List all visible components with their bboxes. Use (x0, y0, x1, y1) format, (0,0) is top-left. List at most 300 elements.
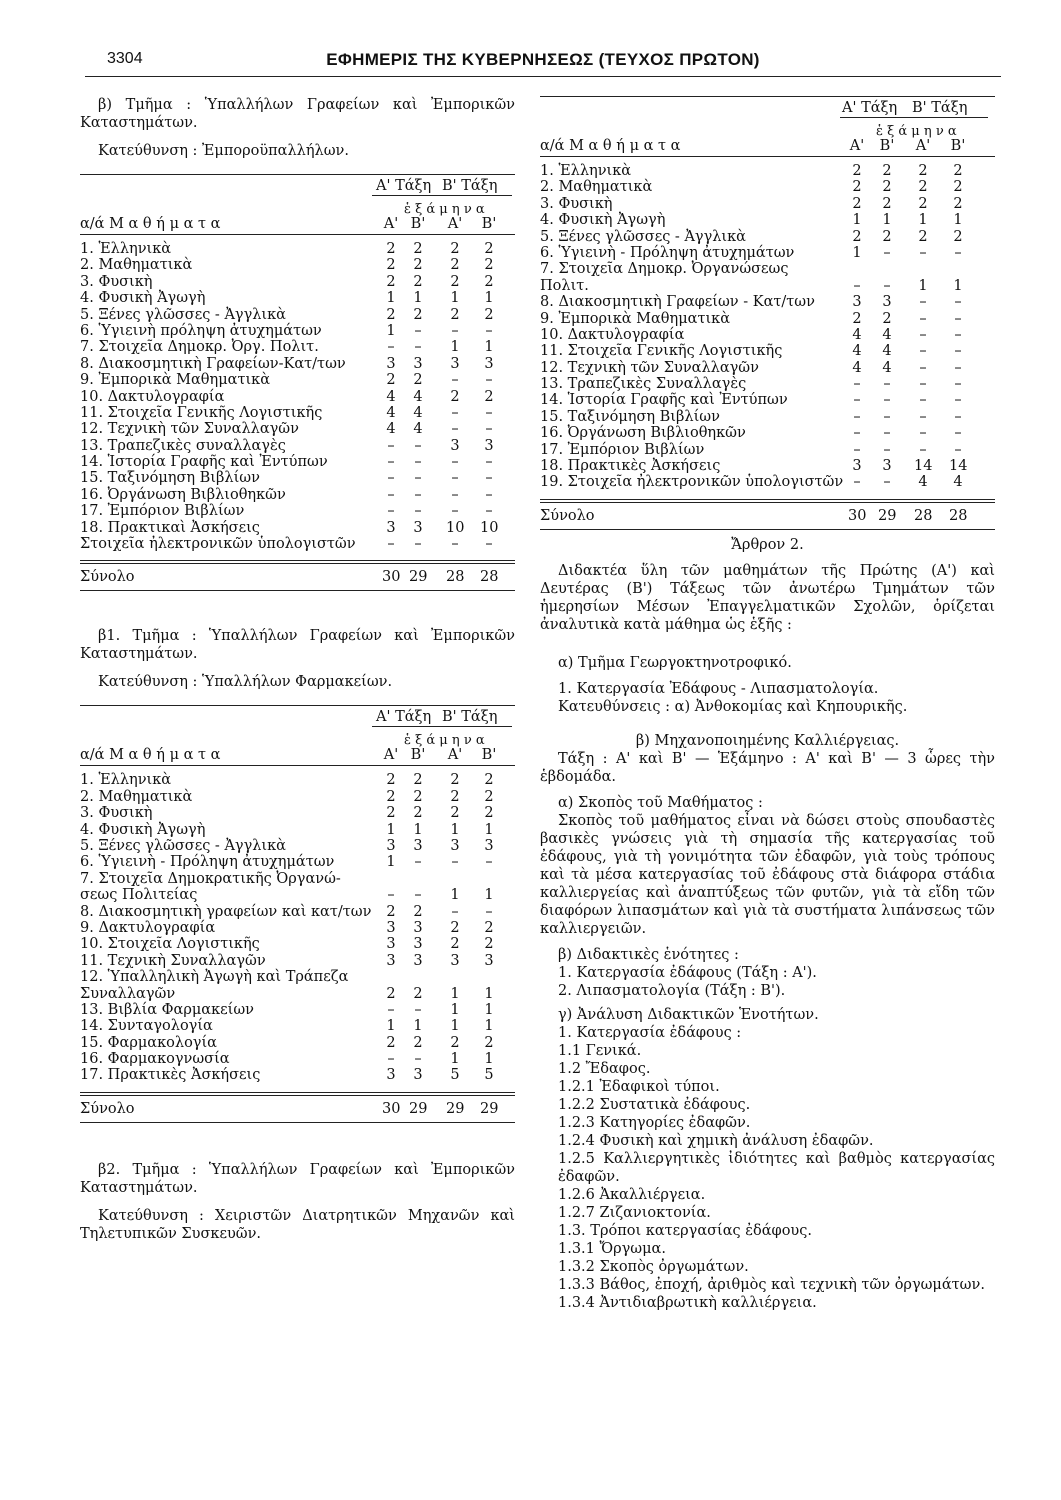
hours-cell: 3 (484, 355, 494, 372)
semester-col-header: Α' (383, 747, 399, 764)
hours-cell: – (883, 244, 891, 261)
subject-label: 18. Πρακτικὲς Ἀσκήσεις (540, 458, 721, 475)
hours-cell: 2 (413, 903, 423, 920)
hours-cell: – (853, 441, 861, 458)
total-cell: 28 (446, 569, 465, 586)
hours-cell: 1 (450, 985, 460, 1002)
table-head-classes (540, 97, 995, 117)
hours-cell: – (387, 1051, 395, 1068)
class-a-header: Α' Τάξη (842, 100, 898, 116)
subject-label: 17. Ἐμπόριον Βιβλίων (540, 441, 705, 458)
hours-cell: 3 (386, 837, 396, 854)
subject-label: 6. Ὑγιεινὴ πρόληψη ἀτυχημάτων (80, 322, 322, 339)
subject-label: 2. Μαθηματικὰ (540, 179, 653, 196)
hours-cell: 3 (450, 952, 460, 969)
hours-cell: 2 (882, 179, 892, 196)
hours-cell: 2 (413, 805, 423, 822)
hours-cell: – (387, 503, 395, 520)
outline-item: 1.2.7 Ζιζανιοκτονία. (558, 1204, 711, 1221)
table-row (80, 1051, 515, 1067)
subject-label: Στοιχεῖα ἠλεκτρονικῶν ὑπολογιστῶν (80, 536, 356, 553)
hours-cell: 3 (882, 458, 892, 475)
hours-cell: 2 (852, 163, 862, 179)
purpose-text: Σκοπὸς τοῦ μαθήματος εἶναι νὰ δώσει στοὺς σπουδαστὲς βασικὲς γνώσεις γιὰ τὴ σημασία τῆς κατεργασίας τοῦ ἐδάφους, γιὰ τὴ γονιμότητα τῶν ἐδαφῶν, γιὰ τοὺς τρόπους καὶ τὰ μέσα κατεργασίας τοῦ ἐδάφους στὰ διάφορα στάδια καλλιεργείας καὶ ἀναπτύξεως τῶν φυτῶν, γιὰ τὰ εἴδη τῶν διαφόρων λιπασμάτων καὶ γιὰ τὰ συστήματα λιπάνσεως τῶν καλλιεργειῶν. (540, 812, 995, 937)
hours-cell: 1 (484, 821, 494, 838)
hours-cell: 1 (484, 1051, 494, 1068)
hours-cell: 1 (484, 290, 494, 307)
analysis-title: γ) Ἀνάλυση Διδακτικῶν Ἑνοτήτων. (558, 1006, 819, 1023)
subject-label: 5. Ξένες γλῶσσες - Ἀγγλικὰ (80, 306, 286, 323)
subject-label: 16. Ὀργάνωση Βιβλιοθηκῶν (80, 486, 286, 503)
unit-item: 1. Κατεργασία ἐδάφους (Τάξη : Α'). (558, 964, 817, 981)
table-row (540, 163, 995, 179)
page-number: 3304 (107, 50, 143, 67)
page-header (85, 46, 1001, 77)
hours-cell: 1 (882, 212, 892, 229)
hours-cell: – (853, 392, 861, 409)
outline-item: 1.2.6 Ἀκαλλιέργεια. (558, 1186, 706, 1203)
subject-label: 13. Τραπεζικὲς Συναλλαγὲς (540, 376, 747, 393)
hours-cell: – (919, 425, 927, 442)
semester-col-header: Α' (447, 747, 463, 764)
right-column (540, 96, 995, 1312)
subject-label: 14. Ἱστορία Γραφῆς καὶ Ἐντύπων (540, 392, 788, 409)
table-row (540, 392, 995, 408)
total-cell: 28 (480, 569, 499, 586)
outline-item: 1.2.1 Ἐδαφικοὶ τύποι. (558, 1078, 720, 1095)
outline-item: 1.2.4 Φυσικὴ καὶ χημικὴ ἀνάλυση ἐδαφῶν. (558, 1132, 874, 1149)
semester-col-header: Α' (383, 216, 399, 232)
table-row (80, 1018, 515, 1034)
hours-cell: 4 (882, 343, 892, 360)
table-row (80, 487, 515, 503)
hours-cell: 2 (484, 273, 494, 290)
hours-cell: – (485, 536, 493, 553)
subsection-b-title: β) Μηχανοποιημένης Καλλιέργειας. (635, 732, 900, 749)
hours-cell: 1 (484, 1001, 494, 1018)
table-row (540, 442, 995, 458)
subject-label: 1. Ἑλληνικὰ (540, 163, 632, 179)
table-row (80, 356, 515, 372)
table-row (540, 376, 995, 392)
hours-cell: – (919, 441, 927, 458)
hours-cell: – (954, 359, 962, 376)
semester-col-header: Α' (849, 138, 865, 154)
hours-cell: – (853, 408, 861, 425)
hours-cell: 2 (386, 257, 396, 274)
table-bottom-rule (80, 1122, 515, 1123)
units-list (540, 964, 995, 1000)
hours-cell: 2 (413, 257, 423, 274)
table-head-subjects (80, 214, 515, 234)
hours-cell: 2 (386, 306, 396, 323)
hours-cell: 2 (953, 228, 963, 245)
total-cell: 30 (382, 1100, 401, 1117)
hours-cell: – (485, 372, 493, 389)
hours-cell: 1 (484, 985, 494, 1002)
table-row (540, 212, 995, 228)
hours-cell: – (451, 486, 459, 503)
semester-col-header: Β' (481, 747, 497, 764)
hours-cell: 2 (484, 936, 494, 953)
outline-item: 1.3.1 Ὄργωμα. (558, 1240, 666, 1257)
semesters-header: ἑ ξ ά μ η ν α (876, 124, 957, 139)
subject-label: 1. Ἑλληνικὰ (80, 241, 172, 257)
hours-cell: – (485, 503, 493, 520)
hours-cell: 3 (484, 952, 494, 969)
hours-cell: – (485, 470, 493, 487)
subjects-header: α/ά Μ α θ ή μ α τ α (80, 747, 221, 764)
total-cell: 28 (949, 507, 968, 524)
hours-cell: 2 (484, 388, 494, 405)
class-line: Τάξη : Α' καὶ Β' — Ἑξάμηνο : Α' καὶ Β' — 3 ὧρες τὴν ἑβδομάδα. (540, 750, 995, 785)
hours-cell: 2 (882, 163, 892, 179)
hours-cell: 4 (882, 326, 892, 343)
subject-label: 12. Τεχνικὴ τῶν Συναλλαγῶν (540, 359, 759, 376)
hours-cell: 2 (484, 788, 494, 805)
semester-col-header: Β' (410, 216, 426, 232)
hours-cell: 10 (480, 519, 499, 536)
semester-col-header: Β' (879, 138, 895, 154)
hours-cell: – (954, 343, 962, 360)
hours-cell: – (485, 421, 493, 438)
hours-cell: – (485, 854, 493, 871)
total-cell: 29 (446, 1100, 465, 1117)
hours-cell: 2 (413, 788, 423, 805)
subject-label: 12. Τεχνικὴ τῶν Συναλλαγῶν (80, 421, 299, 438)
table-head-semesters (80, 727, 515, 749)
hours-cell: 5 (450, 1067, 460, 1084)
left-column (80, 96, 515, 1243)
hours-cell: 2 (386, 241, 396, 257)
table-head-classes (80, 175, 515, 195)
hours-cell: 2 (953, 163, 963, 179)
hours-cell: 4 (413, 404, 423, 421)
hours-cell: 2 (386, 772, 396, 789)
hours-cell: – (919, 408, 927, 425)
total-label: Σύνολο (80, 569, 135, 586)
hours-cell: 3 (386, 355, 396, 372)
subject-label: σεως Πολιτείας (80, 887, 198, 904)
subject-label: 10. Στοιχεῖα Λογιστικῆς (80, 936, 260, 953)
hours-cell: 2 (882, 310, 892, 327)
hours-cell: 2 (953, 195, 963, 212)
section-a-title: α) Τμῆμα Γεωργοκτηνοτροφικό. (558, 654, 792, 671)
hours-cell: – (414, 470, 422, 487)
subject-label: 9. Ἐμπορικὰ Μαθηματικὰ (80, 372, 271, 389)
subject-label: 13. Τραπεζικὲς συναλλαγὲς (80, 437, 286, 454)
table-row (80, 822, 515, 838)
hours-cell: – (919, 343, 927, 360)
table-row (80, 838, 515, 854)
subject-label: 3. Φυσικὴ (80, 805, 153, 822)
section-b1-title: β1. Τμῆμα : Ὑπαλλήλων Γραφείων καὶ Ἐμπορικῶν Καταστημάτων. (80, 628, 515, 663)
table-row (80, 871, 515, 887)
outline-list (540, 1024, 995, 1312)
subject-label: 13. Βιβλία Φαρμακείων (80, 1001, 254, 1018)
table-row (80, 920, 515, 936)
timetable-1 (80, 174, 515, 591)
table-row (80, 1067, 515, 1083)
hours-cell: 3 (413, 1067, 423, 1084)
class-b-header: Β' Τάξη (442, 178, 498, 194)
outline-item: 1.2.2 Συστατικὰ ἐδάφους. (558, 1096, 751, 1113)
total-cell: 29 (409, 569, 428, 586)
hours-cell: 2 (450, 241, 460, 257)
class-b-header: Β' Τάξη (912, 100, 968, 116)
table-row (540, 261, 995, 277)
purpose-title: α) Σκοπὸς τοῦ Μαθήματος : (558, 794, 763, 811)
hours-cell: 3 (386, 1067, 396, 1084)
table-row (540, 179, 995, 195)
subject-label: 18. Πρακτικαὶ Ἀσκήσεις (80, 519, 260, 536)
hours-cell: 3 (386, 952, 396, 969)
hours-cell: – (883, 376, 891, 393)
subject-label: 14. Ἱστορία Γραφῆς καὶ Ἐντύπων (80, 454, 328, 471)
subject-label: 10. Δακτυλογραφία (80, 388, 225, 405)
hours-cell: – (414, 887, 422, 904)
table-row (80, 953, 515, 969)
hours-cell: 2 (918, 179, 928, 196)
table-row (80, 290, 515, 306)
subject-label: 16. Ὀργάνωση Βιβλιοθηκῶν (540, 425, 746, 442)
hours-cell: 2 (450, 388, 460, 405)
section-b1-direction: Κατεύθυνση : Ὑπαλλήλων Φαρμακείων. (98, 674, 393, 691)
hours-cell: 2 (852, 228, 862, 245)
hours-cell: 1 (953, 277, 963, 294)
subject-label: 15. Ταξινόμηση Βιβλίων (80, 470, 260, 487)
hours-cell: 2 (386, 903, 396, 920)
subject-label: 16. Φαρμακογνωσία (80, 1051, 230, 1068)
class-a-header: Α' Τάξη (376, 178, 432, 194)
outline-item: 1.3.3 Βάθος, ἐποχή, ἀριθμὸς καὶ τεχνικὴ τῶν ὀργωμάτων. (558, 1276, 985, 1293)
hours-cell: – (485, 454, 493, 471)
hours-cell: 14 (949, 458, 968, 475)
hours-cell: – (883, 392, 891, 409)
semester-col-header: Β' (481, 216, 497, 232)
table-row (80, 389, 515, 405)
unit-item: 2. Λιπασματολογία (Τάξη : Β'). (558, 982, 786, 999)
hours-cell: 2 (882, 228, 892, 245)
subject-label: 1. Ἑλληνικὰ (80, 772, 172, 789)
hours-cell: – (954, 425, 962, 442)
hours-cell: 2 (413, 1034, 423, 1051)
subject-label: 17. Πρακτικὲς Ἀσκήσεις (80, 1067, 261, 1084)
semester-col-header: Α' (915, 138, 931, 154)
table-row (80, 1035, 515, 1051)
units-title: β) Διδακτικὲς ἑνότητες : (558, 946, 739, 963)
hours-cell: – (451, 470, 459, 487)
total-label: Σύνολο (80, 1100, 135, 1117)
hours-cell: 4 (413, 388, 423, 405)
hours-cell: 3 (484, 437, 494, 454)
section-beta-direction: Κατεύθυνση : Ἐμποροϋπαλλήλων. (98, 143, 349, 159)
hours-cell: 2 (413, 772, 423, 789)
hours-cell: 3 (386, 519, 396, 536)
hours-cell: 2 (484, 241, 494, 257)
hours-cell: 2 (918, 195, 928, 212)
hours-cell: 1 (386, 322, 396, 339)
hours-cell: – (853, 376, 861, 393)
hours-cell: 1 (852, 244, 862, 261)
hours-cell: 4 (852, 326, 862, 343)
table-row (540, 311, 995, 327)
total-cell: 30 (848, 507, 867, 524)
table-row (80, 772, 515, 788)
table-row (80, 536, 515, 552)
table-row (540, 294, 995, 310)
hours-cell: – (919, 310, 927, 327)
hours-cell: – (883, 425, 891, 442)
hours-cell: – (414, 322, 422, 339)
hours-cell: – (414, 1051, 422, 1068)
hours-cell: 2 (484, 257, 494, 274)
hours-cell: 1 (953, 212, 963, 229)
semesters-header: ἑ ξ ά μ η ν α (404, 733, 485, 749)
outline-item: 1.3.2 Σκοπὸς ὀργωμάτων. (558, 1258, 749, 1275)
table-row (540, 474, 995, 490)
subject-label: 9. Δακτυλογραφία (80, 919, 216, 936)
hours-cell: 2 (386, 805, 396, 822)
hours-cell: 1 (450, 290, 460, 307)
hours-cell: 2 (852, 179, 862, 196)
total-row (80, 1096, 515, 1122)
table-row (540, 360, 995, 376)
table-row (80, 936, 515, 952)
subject-label: 2. Μαθηματικὰ (80, 257, 193, 274)
hours-cell: 2 (450, 306, 460, 323)
table-row (540, 196, 995, 212)
hours-cell: 2 (413, 372, 423, 389)
hours-cell: 3 (413, 952, 423, 969)
hours-cell: 3 (450, 437, 460, 454)
outline-item: 1.2 Ἔδαφος. (558, 1060, 651, 1077)
hours-cell: 2 (450, 772, 460, 789)
hours-cell: 2 (450, 919, 460, 936)
subjects-header: α/ά Μ α θ ή μ α τ α (540, 138, 681, 154)
hours-cell: 2 (882, 195, 892, 212)
table-row (80, 307, 515, 323)
subject-label: 7. Στοιχεῖα Δημοκρ. Ὀργανώσεως (540, 261, 789, 278)
subject-label: 19. Στοιχεῖα ἠλεκτρονικῶν ὑπολογιστῶν (540, 474, 844, 491)
total-cell: 29 (878, 507, 897, 524)
hours-cell: – (919, 376, 927, 393)
hours-cell: – (414, 536, 422, 553)
hours-cell: 10 (446, 519, 465, 536)
semester-col-header: Β' (950, 138, 966, 154)
gazette-title: ΕΦΗΜΕΡΙΣ ΤΗΣ ΚΥΒΕΡΝΗΣΕΩΣ (ΤΕΥΧΟΣ ΠΡΩΤΟΝ) (326, 50, 760, 69)
table-row (540, 229, 995, 245)
hours-cell: 3 (450, 355, 460, 372)
section-b2-title: β2. Τμῆμα : Ὑπαλλήλων Γραφείων καὶ Ἐμπορικῶν Καταστημάτων. (80, 1161, 515, 1196)
hours-cell: 1 (450, 887, 460, 904)
item-1-title: 1. Κατεργασία Ἐδάφους - Λιπασματολογία. (558, 680, 879, 697)
total-cell: 29 (480, 1100, 499, 1117)
article-heading: Ἄρθρον 2. (731, 536, 804, 553)
hours-cell: 2 (852, 195, 862, 212)
table-bottom-rule (80, 590, 515, 591)
hours-cell: – (883, 474, 891, 491)
hours-cell: – (485, 322, 493, 339)
table-row (540, 425, 995, 441)
table-row (80, 274, 515, 290)
table-row (540, 458, 995, 474)
subject-label: 12. Ὑπαλληλικὴ Ἀγωγὴ καὶ Τράπεζα (80, 969, 349, 986)
table-row (540, 343, 995, 359)
table-head-subjects (80, 745, 515, 765)
hours-cell: – (919, 326, 927, 343)
table-row (80, 904, 515, 920)
hours-cell: – (853, 277, 861, 294)
subject-label: 8. Διακοσμητικὴ Γραφείων - Κατ/των (540, 294, 815, 311)
hours-cell: – (485, 486, 493, 503)
hours-cell: – (853, 425, 861, 442)
total-cell: 28 (914, 507, 933, 524)
hours-cell: 3 (484, 837, 494, 854)
subject-label: 7. Στοιχεῖα Δημοκρατικῆς Ὀργανώ- (80, 870, 341, 887)
hours-cell: 4 (852, 343, 862, 360)
hours-cell: – (485, 404, 493, 421)
hours-cell: 2 (450, 1034, 460, 1051)
hours-cell: 2 (484, 772, 494, 789)
hours-cell: 2 (413, 306, 423, 323)
hours-cell: 2 (484, 919, 494, 936)
table-head-semesters (540, 118, 995, 139)
table-head-subjects (540, 136, 995, 156)
hours-cell: – (954, 310, 962, 327)
table-row (80, 520, 515, 536)
table-row (80, 789, 515, 805)
hours-cell: 2 (852, 310, 862, 327)
hours-cell: – (387, 339, 395, 356)
table-row (80, 323, 515, 339)
outline-item: 1.3. Τρόποι κατεργασίας ἐδάφους. (558, 1222, 812, 1239)
outline-item: 1.3.4 Ἀντιδιαβρωτικὴ καλλιέργεια. (558, 1294, 817, 1311)
article-intro: Διδακτέα ὕλη τῶν μαθημάτων τῆς Πρώτης (Α') καὶ Δευτέρας (Β') Τάξεως τῶν ἀνωτέρω Τμημάτων τῶν ἡμερησίων Μέσων Ἐπαγγελματικῶν Σχολῶν, ὁρίζεται ἀναλυτικὰ κατὰ μάθημα ὡς ἑξῆς : (540, 562, 995, 633)
table-head-semesters (80, 196, 515, 217)
hours-cell: – (954, 294, 962, 311)
hours-cell: 1 (484, 339, 494, 356)
subject-label: 4. Φυσικὴ Ἀγωγὴ (80, 821, 206, 838)
hours-cell: 1 (386, 290, 396, 307)
hours-cell: 3 (852, 294, 862, 311)
subject-label: 17. Ἐμπόριον Βιβλίων (80, 503, 245, 520)
table-row (540, 278, 995, 294)
hours-cell: 4 (882, 359, 892, 376)
hours-cell: – (954, 392, 962, 409)
hours-cell: 2 (386, 788, 396, 805)
subject-label: 5. Ξένες γλῶσσες - Ἀγγλικὰ (80, 837, 286, 854)
subject-label: 4. Φυσικὴ Ἀγωγὴ (540, 212, 666, 229)
table-row (80, 470, 515, 486)
hours-cell: – (883, 441, 891, 458)
hours-cell: 3 (882, 294, 892, 311)
table-head-classes (80, 706, 515, 726)
hours-cell: 5 (484, 1067, 494, 1084)
hours-cell: – (414, 503, 422, 520)
hours-cell: – (414, 854, 422, 871)
subject-label: 9. Ἐμπορικὰ Μαθηματικὰ (540, 310, 731, 327)
hours-cell: – (883, 408, 891, 425)
hours-cell: 2 (386, 273, 396, 290)
subject-label: 2. Μαθηματικὰ (80, 788, 193, 805)
hours-cell: 1 (450, 821, 460, 838)
hours-cell: 2 (386, 985, 396, 1002)
hours-cell: 4 (386, 421, 396, 438)
hours-cell: 1 (450, 1051, 460, 1068)
table-row (80, 405, 515, 421)
hours-cell: – (451, 903, 459, 920)
